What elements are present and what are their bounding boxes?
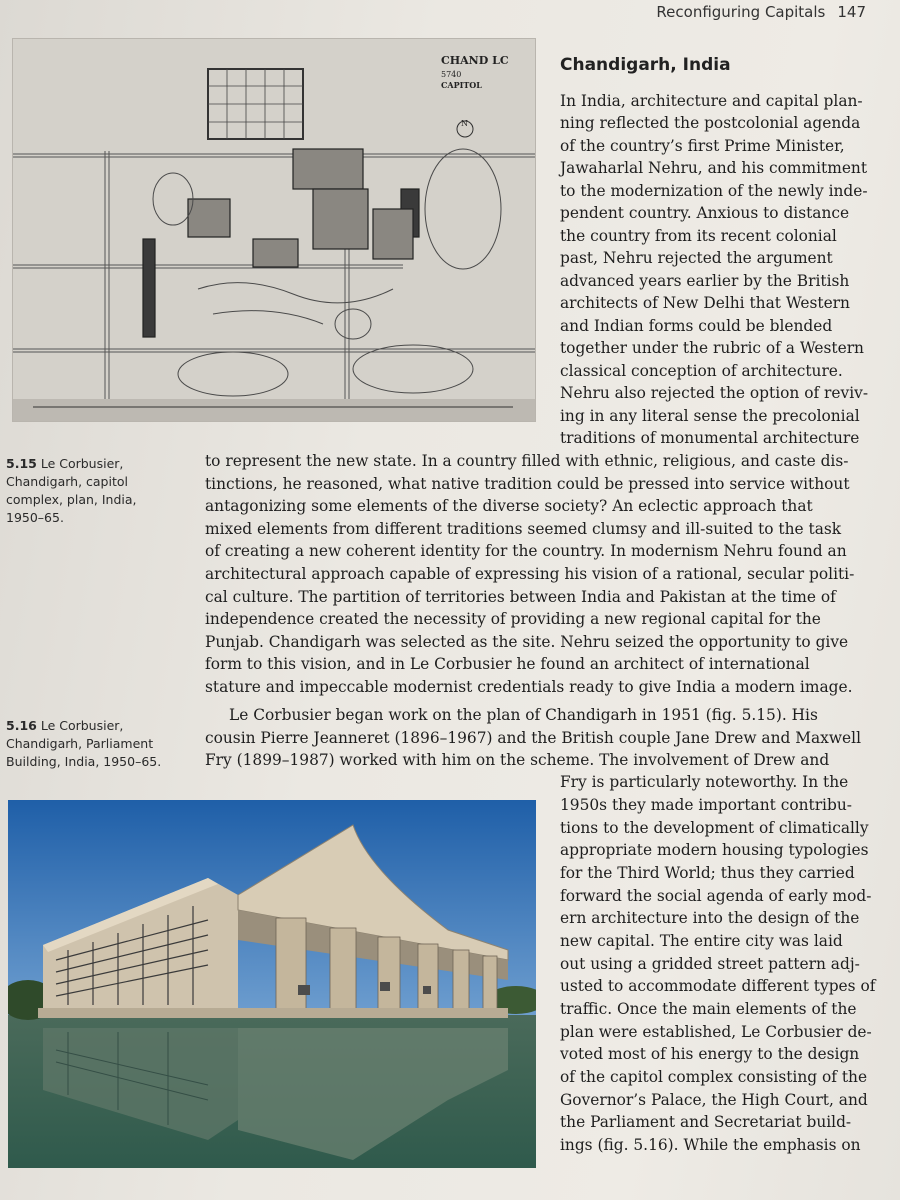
caption-line: Chandigarh, capitol xyxy=(6,474,128,489)
text-line: cal culture. The partition of territories between India and Pakistan at the time of xyxy=(205,588,836,606)
text-line: the country from its recent colonial xyxy=(560,227,837,245)
text-line: of the capitol complex consisting of the xyxy=(560,1068,868,1086)
figure-caption-5-15 xyxy=(6,455,178,527)
caption-line: 1950–65. xyxy=(6,510,64,525)
running-head-title: Reconfiguring Capitals xyxy=(656,3,826,21)
caption-line: Le Corbusier, xyxy=(40,718,124,733)
text-line: mixed elements from different traditions seemed clumsy and ill-suited to the task xyxy=(205,520,842,538)
text-line: form to this vision, and in Le Corbusier he found an architect of international xyxy=(205,655,810,673)
caption-line: Le Corbusier, xyxy=(40,456,124,471)
text-line: of the country’s first Prime Minister, xyxy=(560,137,845,155)
plan-title-line: 5740 xyxy=(441,70,462,79)
plan-title-line: CAPITOL xyxy=(441,80,482,90)
text-line: usted to accommodate different types of xyxy=(560,977,876,995)
text-line: architects of New Delhi that Western xyxy=(560,294,850,312)
text-line: traditions of monumental architecture xyxy=(560,429,860,447)
text-line: Fry (1899–1987) worked with him on the scheme. The involvement of Drew and xyxy=(205,751,830,769)
text-line: new capital. The entire city was laid xyxy=(560,932,843,950)
text-line: Governor’s Palace, the High Court, and xyxy=(560,1091,868,1109)
text-line: antagonizing some elements of the diverse society? An eclectic approach that xyxy=(205,497,813,515)
north-label: N xyxy=(461,119,468,128)
text-line: out using a gridded street pattern adj- xyxy=(560,955,860,973)
figure-caption-5-16 xyxy=(6,717,178,771)
text-line: classical conception of architecture. xyxy=(560,362,843,380)
text-line: for the Third World; thus they carried xyxy=(560,864,855,882)
caption-line: Chandigarh, Parliament xyxy=(6,736,154,751)
text-line: to the modernization of the newly inde- xyxy=(560,182,868,200)
text-line: pendent country. Anxious to distance xyxy=(560,204,850,222)
figure-parliament-photo xyxy=(8,800,536,1168)
figure-capitol-plan xyxy=(12,38,536,422)
text-line: Jawaharlal Nehru, and his commitment xyxy=(560,159,868,177)
caption-line: complex, plan, India, xyxy=(6,492,137,507)
text-line: tions to the development of climatically xyxy=(560,819,869,837)
section-heading: Chandigarh, India xyxy=(560,55,731,75)
text-line: traffic. Once the main elements of the xyxy=(560,1000,857,1018)
page-number: 147 xyxy=(837,3,866,21)
text-line: advanced years earlier by the British xyxy=(560,272,850,290)
text-line: together under the rubric of a Western xyxy=(560,339,864,357)
text-line: architectural approach capable of expressing his vision of a rational, secular politi- xyxy=(205,565,855,583)
text-line: cousin Pierre Jeanneret (1896–1967) and the British couple Jane Drew and Maxwell xyxy=(205,729,861,747)
text-line: and Indian forms could be blended xyxy=(560,317,833,335)
text-line: ern architecture into the design of the xyxy=(560,909,860,927)
text-line: the Parliament and Secretariat build- xyxy=(560,1113,852,1131)
text-line: tinctions, he reasoned, what native tradition could be pressed into service without xyxy=(205,475,850,493)
text-line: 1950s they made important contribu- xyxy=(560,796,852,814)
caption-number: 5.15 xyxy=(6,456,37,471)
text-line: appropriate modern housing typologies xyxy=(560,841,869,859)
text-line: of creating a new coherent identity for the country. In modernism Nehru found an xyxy=(205,542,847,560)
text-line: Punjab. Chandigarh was selected as the site. Nehru seized the opportunity to give xyxy=(205,633,849,651)
text-line: to represent the new state. In a country filled with ethnic, religious, and caste dis- xyxy=(205,452,849,470)
running-head xyxy=(656,3,866,21)
caption-number: 5.16 xyxy=(6,718,37,733)
text-line: past, Nehru rejected the argument xyxy=(560,249,833,267)
text-line: In India, architecture and capital plan- xyxy=(560,92,863,110)
text-line: ning reflected the postcolonial agenda xyxy=(560,114,861,132)
plan-title-line: CHAND LC xyxy=(441,54,509,67)
text-line: stature and impeccable modernist credentials ready to give India a modern image. xyxy=(205,678,853,696)
text-line: Nehru also rejected the option of reviv- xyxy=(560,384,869,402)
text-line: ing in any literal sense the precolonial xyxy=(560,407,860,425)
caption-line: Building, India, 1950–65. xyxy=(6,754,162,769)
text-line: voted most of his energy to the design xyxy=(560,1045,860,1063)
text-line: plan were established, Le Corbusier de- xyxy=(560,1023,872,1041)
text-line: independence created the necessity of providing a new regional capital for the xyxy=(205,610,821,628)
text-line: Le Corbusier began work on the plan of Chandigarh in 1951 (fig. 5.15). His xyxy=(229,706,818,724)
text-line: forward the social agenda of early mod- xyxy=(560,887,872,905)
text-line: ings (fig. 5.16). While the emphasis on xyxy=(560,1136,861,1154)
text-line: Fry is particularly noteworthy. In the xyxy=(560,773,849,791)
